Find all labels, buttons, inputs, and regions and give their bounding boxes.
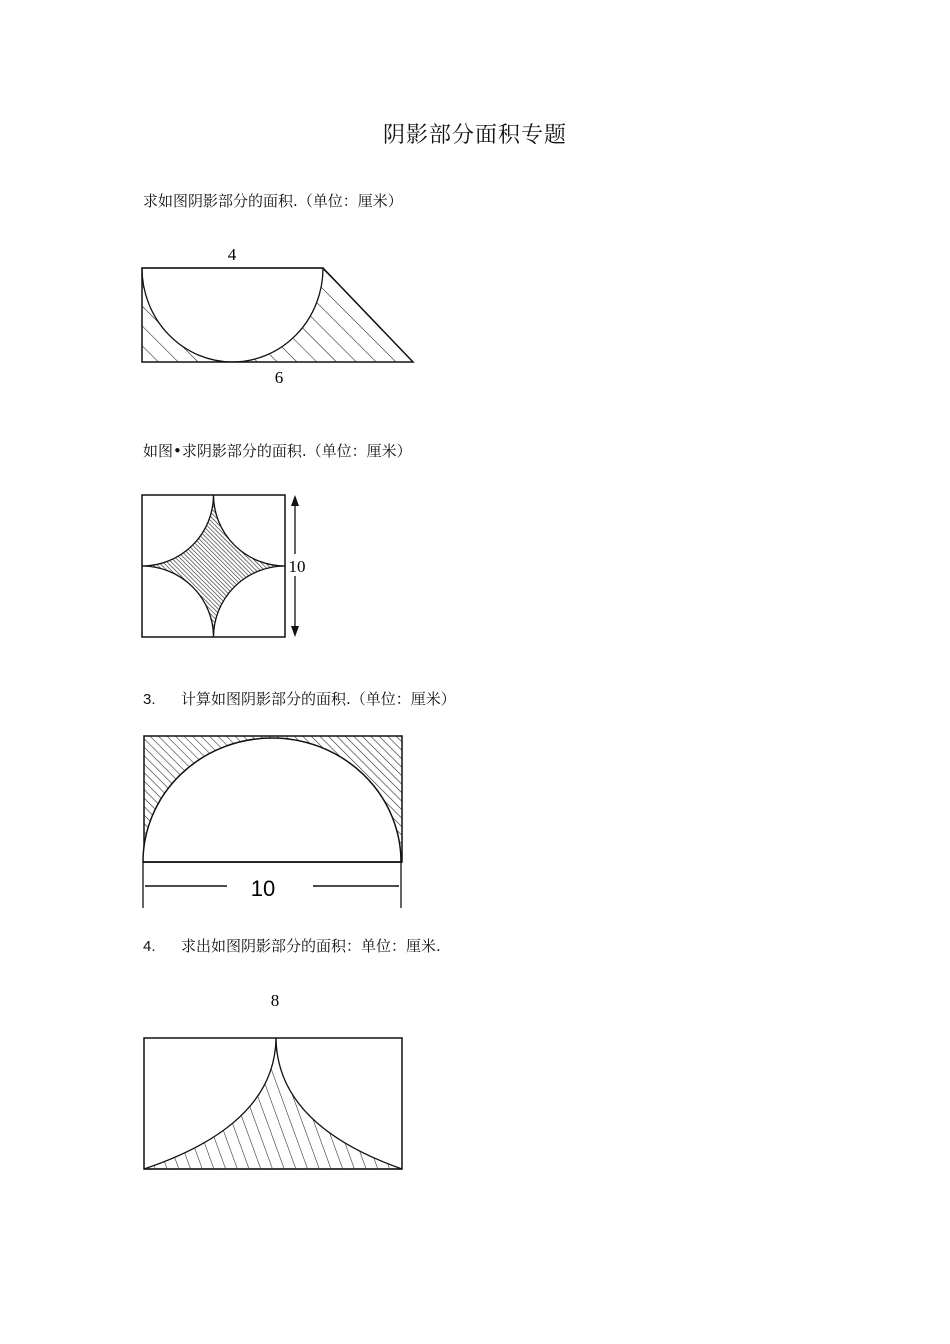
figure-2	[135, 488, 315, 643]
figure-3-label-bottom: 10	[250, 876, 276, 901]
question-4-text	[143, 935, 441, 956]
figure-4	[135, 985, 415, 1185]
figure-4-label-top: 8	[270, 991, 280, 1010]
question-3-number: 3.	[143, 691, 156, 708]
figure-1-label-top: 4	[227, 245, 237, 264]
question-4-prompt: 求出如图阴影部分的面积：单位：厘米.	[181, 937, 441, 955]
figure-3	[135, 730, 415, 915]
figure-2-label-side: 10	[288, 557, 306, 576]
figure-1	[135, 240, 425, 390]
question-2-text	[143, 440, 412, 461]
question-3-text	[143, 688, 456, 709]
page-title: 阴影部分面积专题	[382, 123, 567, 148]
question-3-prompt: 计算如图阴影部分的面积.（单位：厘米）	[181, 690, 456, 708]
question-2-prompt: 如图•求阴影部分的面积.（单位：厘米）	[143, 442, 412, 460]
question-1-text	[143, 190, 403, 211]
question-4-number: 4.	[143, 938, 156, 955]
question-1-prompt: 求如图阴影部分的面积.（单位：厘米）	[143, 192, 403, 210]
figure-1-label-bottom: 6	[274, 368, 284, 387]
